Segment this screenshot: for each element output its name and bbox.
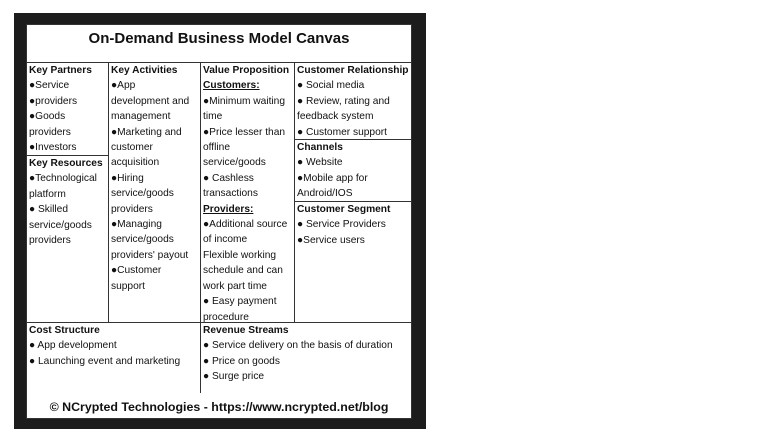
key-activities-line: service/goods — [111, 188, 174, 200]
key-resources-line: platform — [29, 188, 66, 200]
customer-segment-line: ●Service users — [297, 234, 365, 246]
revenue-streams-line: ● Surge price — [203, 371, 265, 383]
business-model-canvas — [26, 24, 412, 419]
key-partners-line: ●providers — [29, 95, 78, 107]
key-partners-line: ●Goods — [29, 111, 66, 123]
value-proposition-header: Value Proposition — [203, 65, 290, 76]
providers-line: work part time — [203, 280, 267, 292]
cost-structure-header: Cost Structure — [29, 325, 100, 336]
channels-header: Channels — [297, 142, 343, 153]
providers-subheader: Providers: — [203, 203, 254, 215]
customer-relationship-line: ● Customer support — [297, 126, 387, 138]
customer-segment-line: ● Service Providers — [297, 219, 386, 231]
revenue-streams-line: ● Service delivery on the basis of duration — [203, 340, 393, 352]
customers-subheader: Customers: — [203, 80, 260, 92]
customers-line: transactions — [203, 188, 258, 200]
cost-structure-line: ● App development — [29, 340, 117, 352]
key-activities-line: ●Managing — [111, 219, 162, 231]
providers-line: ●Additional source — [203, 219, 288, 231]
key-resources-line: providers — [29, 235, 71, 247]
channels-line: ●Mobile app for — [297, 172, 368, 184]
key-activities-line: customer — [111, 142, 153, 154]
key-partners-line: providers — [29, 126, 71, 138]
key-activities-line: ●Customer — [111, 265, 162, 277]
value-proposition-cell — [201, 63, 295, 323]
copyright-footer: © NCrypted Technologies - https://www.ncrypted.net/blog — [49, 400, 389, 414]
key-activities-header: Key Activities — [111, 65, 178, 76]
key-partners-cell — [27, 63, 109, 156]
key-resources-cell — [27, 156, 109, 323]
cost-structure-cell — [27, 323, 201, 393]
customer-relationship-line: ● Social media — [297, 80, 365, 92]
key-activities-line: providers' payout — [111, 249, 189, 261]
key-activities-line: ●Marketing and — [111, 126, 182, 138]
cost-structure-line: ● Launching event and marketing — [29, 355, 181, 367]
key-partners-line: ●Service — [29, 80, 70, 92]
customers-line: ●Price lesser than — [203, 126, 286, 138]
providers-line: schedule and can — [203, 265, 283, 277]
channels-line: ● Website — [297, 157, 343, 169]
key-activities-cell — [109, 63, 201, 323]
key-activities-line: support — [111, 280, 145, 292]
customer-relationship-header: Customer Relationship — [297, 65, 409, 76]
key-activities-line: development and — [111, 95, 190, 107]
channels-line: Android/IOS — [297, 188, 353, 200]
customers-line: ● Cashless — [203, 172, 254, 184]
key-partners-line: ●Investors — [29, 142, 77, 154]
key-activities-line: service/goods — [111, 234, 174, 246]
providers-line: Flexible working — [203, 249, 277, 261]
providers-line: ● Easy payment — [203, 296, 277, 308]
key-activities-line: ●App — [111, 80, 136, 92]
customers-line: offline — [203, 142, 231, 154]
key-activities-line: providers — [111, 203, 153, 215]
canvas-title: On-Demand Business Model Canvas — [27, 25, 411, 63]
revenue-streams-cell — [201, 323, 411, 393]
customer-relationship-line: feedback system — [297, 111, 374, 123]
revenue-streams-header: Revenue Streams — [203, 325, 289, 336]
key-resources-line: ● Skilled — [29, 204, 68, 216]
key-activities-line: acquisition — [111, 157, 160, 169]
customers-line: service/goods — [203, 157, 266, 169]
providers-line: procedure — [203, 311, 249, 323]
key-partners-header: Key Partners — [29, 65, 92, 76]
customers-line: time — [203, 111, 223, 123]
channels-cell — [295, 140, 411, 202]
customer-relationship-line: ● Review, rating and — [297, 95, 390, 107]
key-activities-line: management — [111, 111, 171, 123]
key-resources-line: service/goods — [29, 219, 92, 231]
key-activities-line: ●Hiring — [111, 172, 144, 184]
customer-segment-header: Customer Segment — [297, 204, 391, 215]
revenue-streams-line: ● Price on goods — [203, 355, 280, 367]
customer-relationship-cell — [295, 63, 411, 140]
key-resources-line: ●Technological — [29, 173, 97, 185]
key-resources-header: Key Resources — [29, 158, 103, 169]
customers-line: ●Minimum waiting — [203, 95, 286, 107]
customer-segment-cell — [295, 202, 411, 323]
providers-line: of income — [203, 234, 248, 246]
